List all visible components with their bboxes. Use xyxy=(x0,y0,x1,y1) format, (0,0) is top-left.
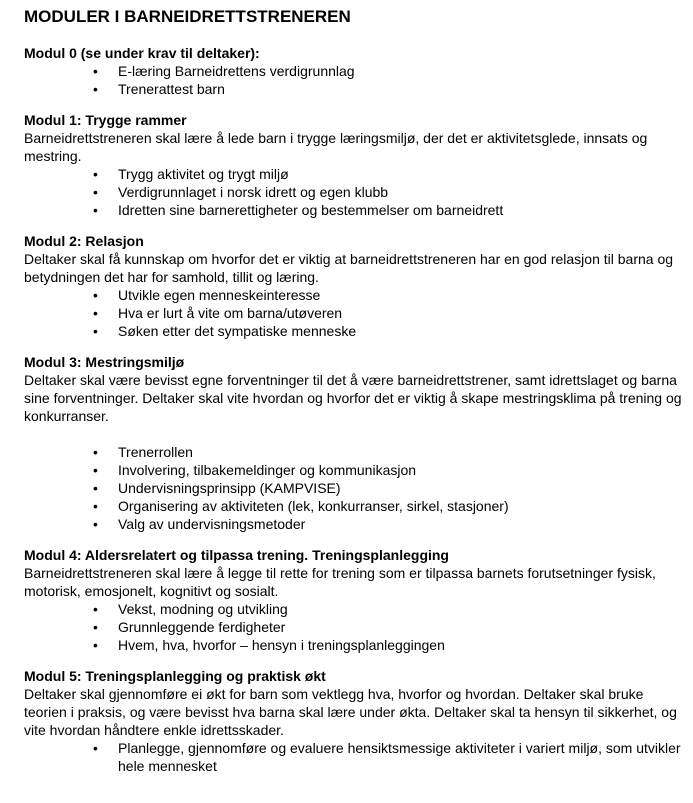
list-item: • Idretten sine barnerettigheter og bestemmelser om barneidrett xyxy=(93,202,504,218)
module-heading: Modul 2: Relasjon xyxy=(24,233,144,249)
list-item: • Valg av undervisningsmetoder xyxy=(93,516,306,532)
list-item: • Utvikle egen menneskeinteresse xyxy=(93,287,321,303)
module-heading: Modul 3: Mestringsmiljø xyxy=(24,354,185,370)
module-heading: Modul 4: Aldersrelatert og tilpassa trening. Treningsplanlegging xyxy=(24,547,449,563)
bullet-icon: • xyxy=(93,323,98,339)
document-title: MODULER I BARNEIDRETTSTRENEREN xyxy=(24,7,351,26)
bullet-icon: • xyxy=(93,166,98,182)
bullet-icon: • xyxy=(93,81,98,97)
module-section xyxy=(24,111,683,219)
list-item: • Trenerattest barn xyxy=(93,81,225,97)
module-list xyxy=(24,286,683,340)
module-heading: Modul 1: Trygge rammer xyxy=(24,112,187,128)
module-section xyxy=(24,667,683,775)
bullet-icon: • xyxy=(93,637,98,653)
list-item: • Vekst, modning og utvikling xyxy=(93,601,288,617)
bullet-icon: • xyxy=(93,305,98,321)
list-item: • Verdigrunnlaget i norsk idrett og egen klubb xyxy=(93,184,389,200)
list-item: • Planlegge, gjennomføre og evaluere hensiktsmessige aktiviteter i variert miljø, som utvikler hele mennesket xyxy=(93,740,681,774)
module-section xyxy=(24,546,683,654)
module-section xyxy=(24,232,683,340)
module-description: Barneidrettstreneren skal lære å legge til rette for trening som er tilpassa barnets forutsetninger fysisk, motorisk, emosjonelt, kognitivt og sosialt. xyxy=(24,565,656,599)
bullet-icon: • xyxy=(93,184,98,200)
module-list xyxy=(24,443,683,533)
list-item: • Hva er lurt å vite om barna/utøveren xyxy=(93,305,343,321)
module-section xyxy=(24,353,683,533)
bullet-icon: • xyxy=(93,444,98,460)
module-heading: Modul 0 (se under krav til deltaker): xyxy=(24,45,260,61)
module-description: Deltaker skal være bevisst egne forventninger til det å være barneidrettstrener, samt idrettslaget og barna sine forventninger. Deltaker skal vite hvordan og hvorfor det er viktig å skape mestringsklima på trening og konkurranser. xyxy=(24,372,682,424)
list-item: • Grunnleggende ferdigheter xyxy=(93,619,286,635)
list-item: • Trenerrollen xyxy=(93,444,193,460)
list-item: • Undervisningsprinsipp (KAMPVISE) xyxy=(93,480,341,496)
module-description: Deltaker skal gjennomføre ei økt for barn som vektlegg hva, hvorfor og hvordan. Deltaker skal bruke teorien i praksis, og være bevisst hva barna skal lære under økta. Deltaker skal ta hensyn til sikkerhet, og vite hvordan håndtere enkle idrettsskader. xyxy=(24,686,677,738)
bullet-icon: • xyxy=(93,480,98,496)
bullet-icon: • xyxy=(93,63,98,79)
list-item: • Hvem, hva, hvorfor – hensyn i treningsplanleggingen xyxy=(93,637,445,653)
module-list xyxy=(24,62,683,98)
module-heading: Modul 5: Treningsplanlegging og praktisk økt xyxy=(24,668,326,684)
bullet-icon: • xyxy=(93,202,98,218)
module-list xyxy=(24,739,683,775)
module-section xyxy=(24,44,683,98)
list-item: • Involvering, tilbakemeldinger og kommunikasjon xyxy=(93,462,417,478)
module-list xyxy=(24,165,683,219)
module-list xyxy=(24,600,683,654)
module-description: Barneidrettstreneren skal lære å lede barn i trygge læringsmiljø, der det er aktivitetsglede, innsats og mestring. xyxy=(24,130,648,164)
bullet-icon: • xyxy=(93,287,98,303)
bullet-icon: • xyxy=(93,462,98,478)
bullet-icon: • xyxy=(93,740,98,756)
bullet-icon: • xyxy=(93,516,98,532)
list-item: • Organisering av aktiviteten (lek, konkurranser, sirkel, stasjoner) xyxy=(93,498,509,514)
bullet-icon: • xyxy=(93,498,98,514)
list-item: • Trygg aktivitet og trygt miljø xyxy=(93,166,289,182)
blank-line xyxy=(24,425,683,443)
bullet-icon: • xyxy=(93,601,98,617)
bullet-icon: • xyxy=(93,619,98,635)
module-description: Deltaker skal få kunnskap om hvorfor det er viktig at barneidrettstreneren har en god relasjon til barna og betydningen det har for samhold, tillit og læring. xyxy=(24,251,674,285)
list-item: • Søken etter det sympatiske menneske xyxy=(93,323,357,339)
list-item: • E-læring Barneidrettens verdigrunnlag xyxy=(93,63,355,79)
